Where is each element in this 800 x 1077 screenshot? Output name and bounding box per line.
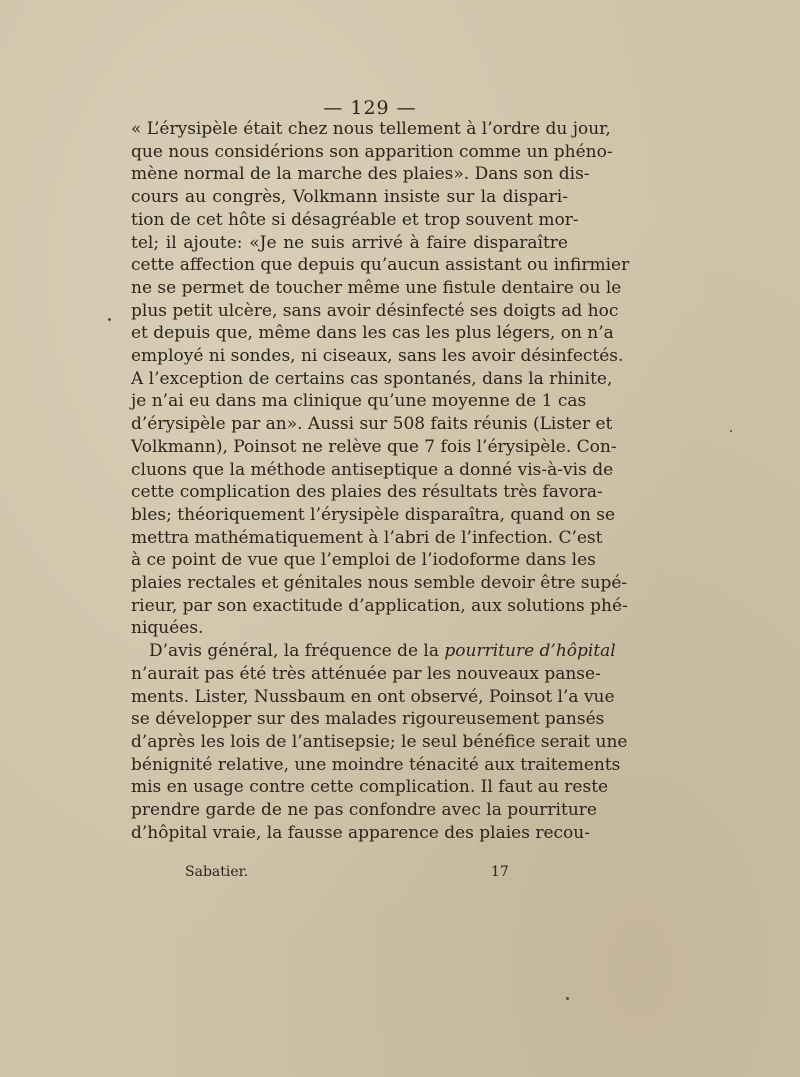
text-line: tel; il ajoute: «Je ne suis arrivé à faire disparaître [131, 232, 568, 253]
italic-term: pourriture d’hôpital [444, 641, 616, 662]
text-line: cluons que la méthode antiseptique a donné vis-à-vis de [131, 459, 614, 480]
text-line: bles; théoriquement l’érysipèle disparaîtra, quand on se [131, 504, 616, 525]
text-line: d’érysipèle par an». Aussi sur 508 faits réunis (Lister et [131, 414, 613, 435]
text-line: d’après les lois de l’antisepsie; le seul bénéfice serait une [131, 731, 628, 752]
paragraph-start-line [131, 640, 616, 663]
text-line: rieur, par son exactitude d’application, aux solutions phé- [131, 595, 628, 616]
text-line: cours au congrès, Volkmann insiste sur la dispari- [131, 187, 568, 208]
text-line: d’hôpital vraie, la fausse apparence des plaies recou- [131, 822, 590, 843]
text-line: mis en usage contre cette complication. Il faut au reste [131, 777, 609, 798]
text-line: que nous considérions son apparition comme un phéno- [131, 141, 613, 162]
text-line: ments. Lister, Nussbaum en ont observé, Poinsot l’a vue [131, 686, 615, 707]
text-line: cette complication des plaies des résultats très favora- [131, 482, 603, 503]
paper-speck [108, 318, 111, 321]
text-line: niquées. [131, 618, 204, 639]
text-line: à ce point de vue que l’emploi de l’iodoforme dans les [131, 550, 596, 571]
text-line: A l’exception de certains cas spontanés, dans la rhinite, [131, 368, 613, 389]
page-number: — 129 — [323, 97, 417, 119]
body-text [131, 118, 630, 845]
text-line: et depuis que, même dans les cas les plus légers, on n’a [131, 323, 614, 344]
text-line: je n’ai eu dans ma clinique qu’une moyenne de 1 cas [131, 391, 587, 412]
text-line: employé ni sondes, ni ciseaux, sans les avoir désinfectés. [131, 346, 624, 367]
text-line: bénignité relative, une moindre ténacité aux traitements [131, 754, 621, 775]
paper-speck [730, 430, 732, 432]
text-line: plaies rectales et génitales nous semble devoir être supé- [131, 573, 628, 594]
text-line: ne se permet de toucher même une fistule dentaire ou le [131, 277, 622, 298]
footer-signature-number: 17 [491, 864, 509, 880]
text-line: tion de cet hôte si désagréable et trop souvent mor- [131, 209, 579, 230]
text-line: prendre garde de ne pas confondre avec la pourriture [131, 800, 597, 821]
text-line-start: D’avis général, la fréquence de la [149, 641, 445, 662]
text-line: se développer sur des malades rigoureusement pansés [131, 709, 605, 730]
footer-author: Sabatier. [185, 864, 249, 880]
text-line: n’aurait pas été très atténuée par les nouveaux panse- [131, 663, 601, 684]
text-line: « L’érysipèle était chez nous tellement à l’ordre du jour, [131, 119, 611, 139]
text-line: mène normal de la marche des plaies». Dans son dis- [131, 164, 590, 185]
text-line: mettra mathématiquement à l’abri de l’infection. C’est [131, 527, 603, 548]
text-line: cette affection que depuis qu’aucun assistant ou infirmier [131, 255, 630, 276]
text-line: Volkmann), Poinsot ne relève que 7 fois l’érysipèle. Con- [131, 436, 617, 457]
paper-speck [566, 997, 569, 1000]
text-line: plus petit ulcère, sans avoir désinfecté ses doigts ad hoc [131, 300, 619, 321]
